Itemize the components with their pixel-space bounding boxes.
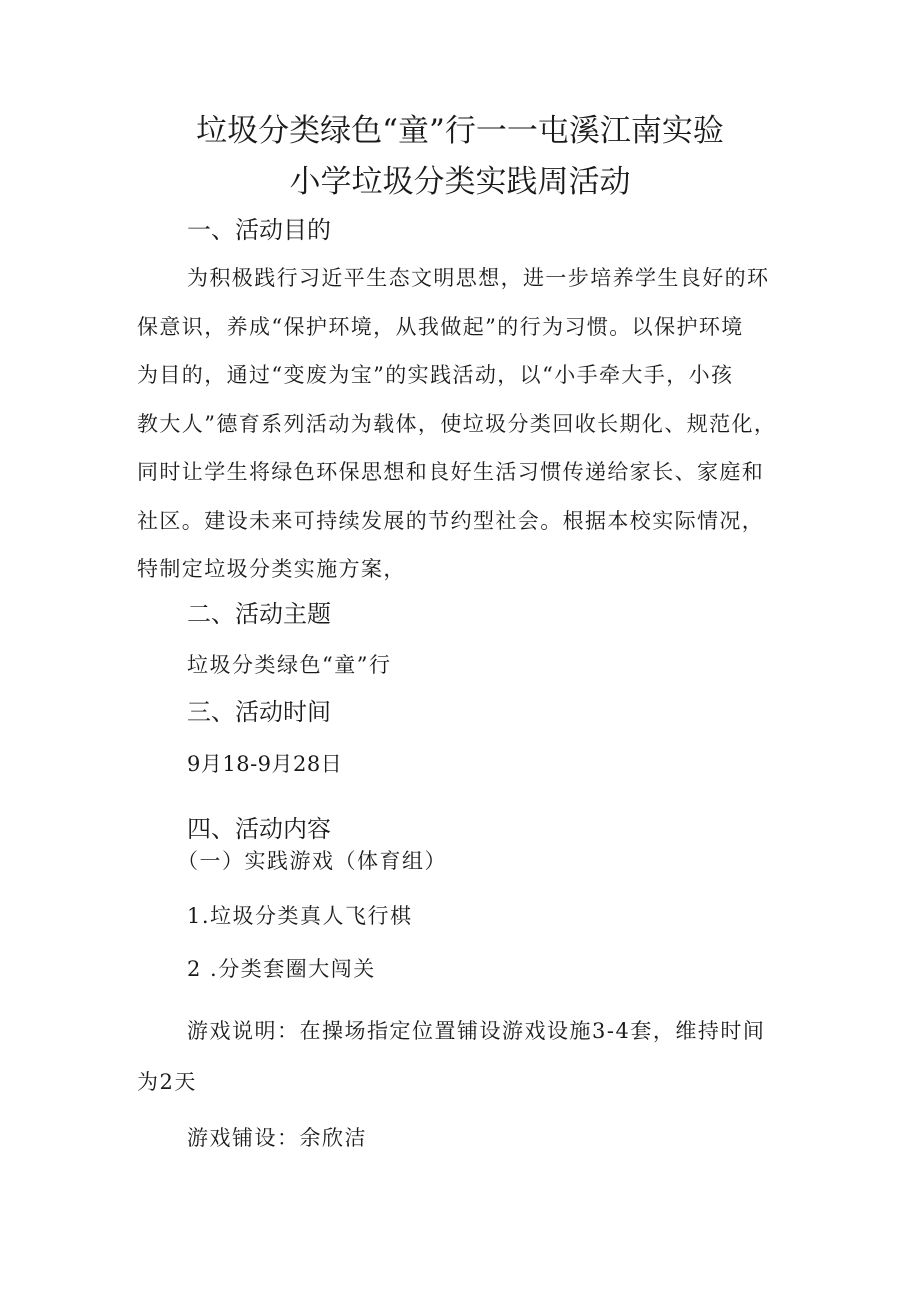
game-description-line-2: 为2天 bbox=[137, 1070, 197, 1094]
paragraph-line: 社区。建设未来可持续发展的节约型社会。根据本校实际情况， bbox=[137, 508, 765, 533]
paragraph-line: 为积极践行习近平生态文明思想，进一步培养学生良好的环 bbox=[187, 266, 770, 290]
paragraph-line: 特制定垃圾分类实施方案， bbox=[137, 557, 406, 581]
game-description-line-1: 游戏说明：在操场指定位置铺设游戏设施3-4套，维持时间 bbox=[187, 1019, 766, 1043]
paragraph-line: 同时让学生将绿色环保思想和良好生活习惯传递给家长、家庭和 bbox=[137, 460, 765, 484]
paragraph-line: 保意识，养成“保护环境，从我做起”的行为习惯。以保护环境 bbox=[137, 314, 744, 339]
list-item-1: 1.垃圾分类真人飞行棋 bbox=[187, 904, 413, 928]
paragraph-line: 教大人”德育系列活动为载体，使垃圾分类回收长期化、规范化， bbox=[137, 411, 777, 436]
document-title-line-1: 垃圾分类绿色“童”行一一屯溪江南实验 bbox=[196, 113, 724, 149]
section-1-heading: 一、活动目的 bbox=[187, 216, 331, 244]
section-1-paragraph bbox=[137, 263, 817, 603]
list-item-2: 2 .分类套圈大闯关 bbox=[187, 957, 376, 981]
paragraph-line: 为目的，通过“变废为宝”的实践活动，以“小手牵大手，小孩 bbox=[137, 363, 734, 387]
section-3-heading: 三、活动时间 bbox=[187, 698, 331, 726]
section-4-heading: 四、活动内容 bbox=[187, 815, 331, 843]
section-4-subheading: （一）实践游戏（体育组） bbox=[177, 849, 447, 873]
section-2-heading: 二、活动主题 bbox=[187, 600, 331, 628]
section-2-text: 垃圾分类绿色“童”行 bbox=[187, 653, 392, 677]
section-3-text: 9月18-9月28日 bbox=[187, 752, 343, 776]
document-title-line-2: 小学垃圾分类实践周活动 bbox=[289, 164, 631, 200]
game-setup-line: 游戏铺设：余欣洁 bbox=[187, 1126, 367, 1150]
